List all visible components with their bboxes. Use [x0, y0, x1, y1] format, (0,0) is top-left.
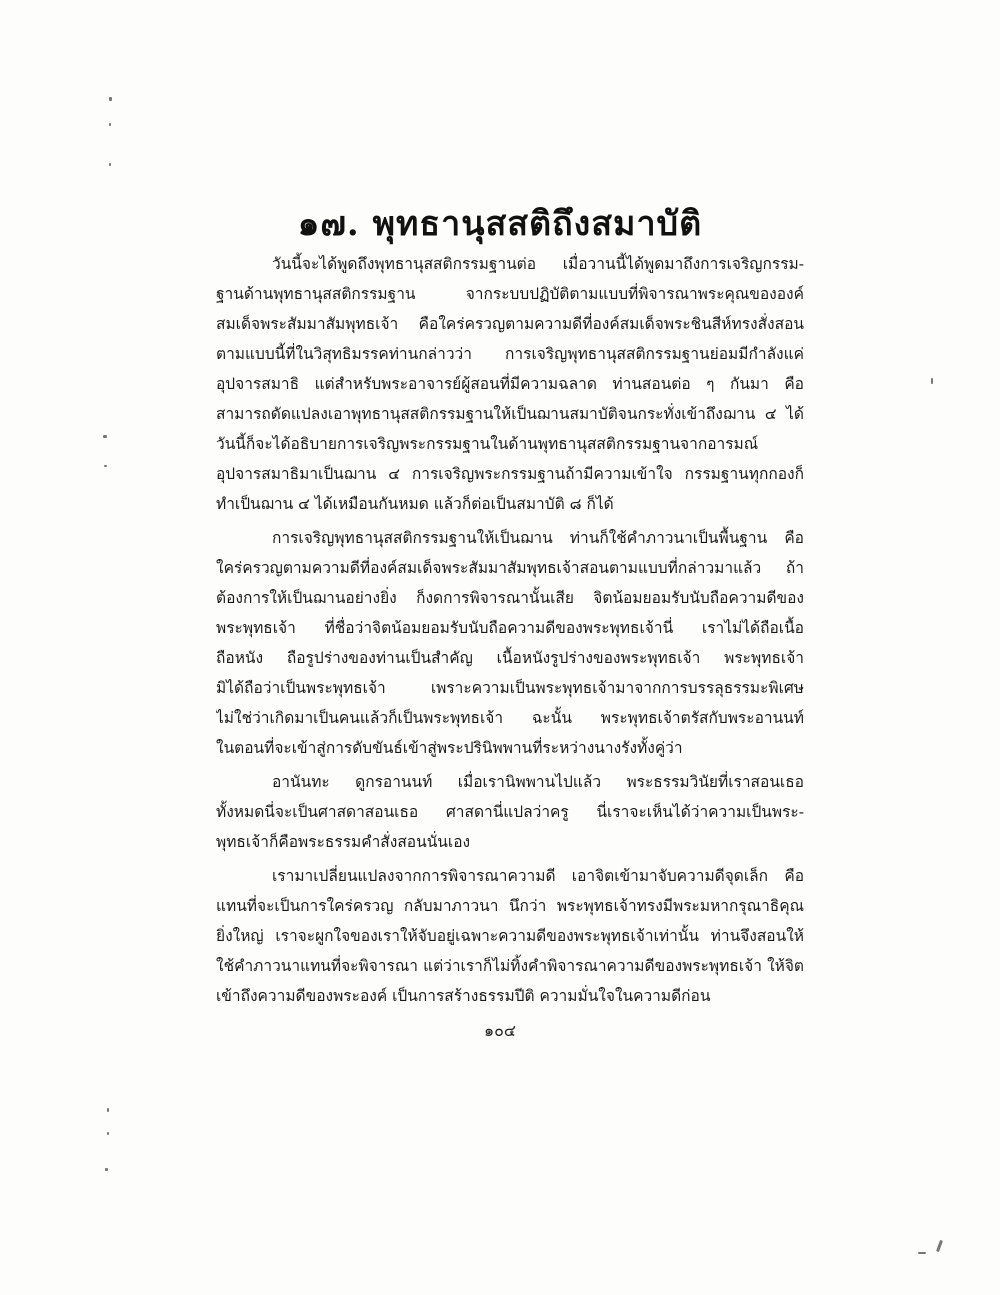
scan-speck: [107, 1108, 109, 1112]
text-line: พุทธเจ้าก็คือพระธรรมคำสั่งสอนนั่นเอง: [216, 833, 471, 851]
text-line: ไม่ใช่ว่าเกิดมาเป็นคนแล้วก็เป็นพระพุทธเจ้า ฉะนั้น พระพุทธเจ้าตรัสกับพระอานนท์: [216, 709, 804, 727]
text-line: วันนี้จะได้พูดถึงพุทธานุสสติกรรมฐานต่อ เมื่อวานนี้ได้พูดมาถึงการเจริญกรรม-: [272, 255, 804, 273]
text-line: พระพุทธเจ้า ที่ชื่อว่าจิตน้อมยอมรับนับถือความดีของพระพุทธเจ้านี่ เราไม่ได้ถือเนื้อ: [216, 619, 804, 637]
scan-speck: [103, 435, 107, 438]
paragraph-2: [216, 523, 804, 763]
paragraph-3: [216, 767, 804, 857]
scan-speck: [104, 465, 107, 467]
scan-speck: [109, 97, 112, 101]
text-line: ใช้คำภาวนาแทนที่จะพิจารณา แต่ว่าเราก็ไม่ทิ้งคำพิจารณาความดีของพระพุทธเจ้า ให้จิต: [216, 957, 804, 975]
text-line: แทนที่จะเป็นการใคร่ครวญ กลับมาภาวนา นึกว่า พระพุทธเจ้าทรงมีพระมหากรุณาธิคุณ: [216, 897, 804, 915]
text-line: วันนี้ก็จะได้อธิบายการเจริญพระกรรมฐานในด้านพุทธานุสสติกรรมฐานจากอารมณ์: [216, 435, 759, 453]
text-line: ถือหนัง ถือรูปร่างของท่านเป็นสำคัญ เนื้อหนังรูปร่างของพระพุทธเจ้า พระพุทธเจ้า: [216, 649, 804, 667]
scan-speck: [918, 1252, 926, 1254]
paragraph-4: [216, 861, 804, 1011]
text-line: อุปจารสมาธิ แต่สำหรับพระอาจารย์ผู้สอนที่มีความฉลาด ท่านสอนต่อ ๆ กันมา คือ: [216, 375, 804, 393]
body-text: [216, 249, 804, 1015]
scan-speck: [109, 123, 111, 126]
page-number: ๑๐๔: [483, 1021, 517, 1040]
text-line: การเจริญพุทธานุสสติกรรมฐานให้เป็นฌาน ท่านก็ใช้คำภาวนาเป็นพื้นฐาน คือ: [272, 529, 804, 547]
text-line: อุปจารสมาธิมาเป็นฌาน ๔ การเจริญพระกรรมฐานถ้ามีความเข้าใจ กรรมฐานทุกกองก็: [216, 465, 804, 483]
text-line: ทำเป็นฌาน ๔ ได้เหมือนกันหมด แล้วก็ต่อเป็นสมาบัติ ๘ ก็ได้: [216, 495, 614, 513]
text-line: ต้องการให้เป็นฌานอย่างยิ่ง ก็งดการพิจารณานั้นเสีย จิตน้อมยอมรับนับถือความดีของ: [216, 589, 804, 607]
text-line: ใคร่ครวญตามความดีที่องค์สมเด็จพระสัมมาสัมพุทธเจ้าสอนตามแบบที่กล่าวมาแล้ว ถ้า: [216, 559, 804, 577]
text-line: ฐานด้านพุทธานุสสติกรรมฐาน จากระบบปฏิบัติตามแบบที่พิจารณาพระคุณขององค์: [216, 285, 804, 303]
text-line: สามารถดัดแปลงเอาพุทธานุสสติกรรมฐานให้เป็นฌานสมาบัติจนกระทั่งเข้าถึงฌาน ๔ ได้: [216, 405, 804, 423]
text-line: เข้าถึงความดีของพระองค์ เป็นการสร้างธรรมปีติ ความมั่นใจในความดีก่อน: [216, 987, 711, 1005]
scan-speck: [931, 378, 933, 384]
text-line: เรามาเปลี่ยนแปลงจากการพิจารณาความดี เอาจิตเข้ามาจับความดีจุดเล็ก คือ: [272, 867, 804, 885]
text-line: มิได้ถือว่าเป็นพระพุทธเจ้า เพราะความเป็นพระพุทธเจ้ามาจากการบรรลุธรรมะพิเศษ: [216, 679, 804, 697]
scan-speck: [105, 1168, 108, 1171]
text-line: ทั้งหมดนี่จะเป็นศาสดาสอนเธอ ศาสดานี่แปลว่าครู นี่เราจะเห็นได้ว่าความเป็นพระ-: [216, 803, 804, 821]
text-line: ในตอนที่จะเข้าสู่การดับขันธ์เข้าสู่พระปรินิพพานที่ระหว่างนางรังทั้งคู่ว่า: [216, 739, 683, 757]
text-line: อานันทะ ดูกรอานนท์ เมื่อเรานิพพานไปแล้ว พระธรรมวินัยที่เราสอนเธอ: [272, 773, 804, 791]
text-line: ตามแบบนี้ที่ในวิสุทธิมรรคท่านกล่าวว่า การเจริญพุทธานุสสติกรรมฐานย่อมมีกำลังแค่: [216, 345, 804, 363]
text-line: สมเด็จพระสัมมาสัมพุทธเจ้า คือใคร่ครวญตามความดีที่องค์สมเด็จพระชินสีห์ทรงสั่งสอน: [216, 315, 804, 333]
text-line: ยิ่งใหญ่ เราจะผูกใจของเราให้จับอยู่เฉพาะความดีของพระพุทธเจ้าเท่านั้น ท่านจึงสอนให้: [216, 927, 804, 945]
scan-speck: [107, 1132, 109, 1135]
chapter-title: ๑๗. พุทธานุสสติถึงสมาบัติ: [297, 204, 703, 244]
scan-speck: [109, 163, 111, 166]
scan-speck: [936, 1240, 943, 1252]
paragraph-1: [216, 249, 804, 519]
